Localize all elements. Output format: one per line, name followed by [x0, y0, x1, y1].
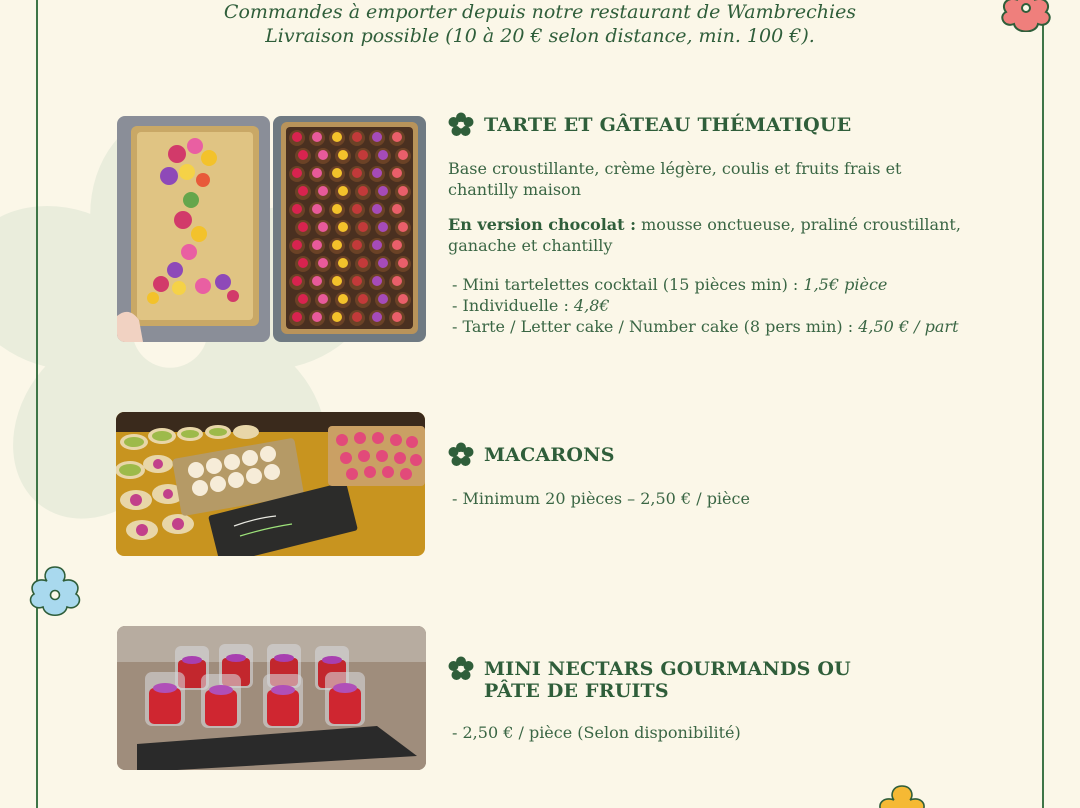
macarons-price-list	[448, 488, 968, 509]
section-body-macarons	[448, 488, 968, 509]
number-cake-photo	[117, 116, 270, 342]
pink-flower-icon	[990, 0, 1062, 32]
list-item: - 2,50 € / pièce (Selon disponibilité)	[452, 723, 741, 742]
chocolate-label: En version chocolat :	[448, 215, 637, 234]
mini-nectars-photo	[117, 626, 426, 770]
item-label: - Tarte / Letter cake / Number cake (8 pers min) :	[452, 317, 859, 336]
section-nectars	[448, 658, 968, 743]
list-item	[448, 274, 968, 295]
intro-line-2: Livraison possible (10 à 20 € selon distance, min. 100 €).	[265, 25, 815, 47]
section-body-nectars	[448, 722, 968, 743]
macarons-photo	[116, 412, 425, 556]
section-title-text: MACARONS	[484, 444, 615, 466]
list-item	[448, 316, 968, 337]
section-title-macarons	[448, 444, 968, 468]
item-label: - Individuelle :	[452, 296, 574, 315]
frame-border-right	[1042, 0, 1044, 808]
mini-tartelettes-photo	[273, 116, 426, 342]
section-title-tarte	[448, 114, 968, 138]
section-title-nectars	[448, 658, 968, 702]
flower-bullet-icon	[448, 442, 474, 468]
intro-line-1: Commandes à emporter depuis notre restaurant de Wambrechies	[223, 1, 857, 23]
item-price: 1,5€ pièce	[803, 275, 888, 294]
flower-bullet-icon	[448, 656, 474, 682]
yellow-flower-icon	[866, 782, 938, 808]
list-item: - Minimum 20 pièces – 2,50 € / pièce	[452, 489, 750, 508]
list-item	[448, 295, 968, 316]
tarte-chocolate	[448, 214, 968, 256]
frame-border-left	[36, 0, 38, 808]
section-title-text	[484, 658, 851, 702]
title-line-1: MINI NECTARS GOURMANDS OU	[484, 658, 851, 680]
blue-flower-icon	[20, 564, 90, 626]
title-line-2: PÂTE DE FRUITS	[484, 680, 669, 702]
item-label: - Mini tartelettes cocktail (15 pièces min) :	[452, 275, 804, 294]
section-title-text: TARTE ET GÂTEAU THÉMATIQUE	[484, 114, 852, 136]
tarte-price-list	[448, 274, 968, 337]
section-tarte	[448, 114, 968, 337]
item-price: 4,50 € / part	[858, 317, 959, 336]
section-macarons	[448, 444, 968, 509]
chocolate-text: mousse onctueuse, praliné croustillant, ganache et chantilly	[448, 215, 961, 255]
item-price: 4,8€	[573, 296, 610, 315]
flower-bullet-icon	[448, 112, 474, 138]
section-body-tarte	[448, 158, 968, 337]
tarte-description: Base croustillante, crème légère, coulis et fruits frais et chantilly maison	[448, 159, 902, 199]
nectars-price-list	[448, 722, 968, 743]
